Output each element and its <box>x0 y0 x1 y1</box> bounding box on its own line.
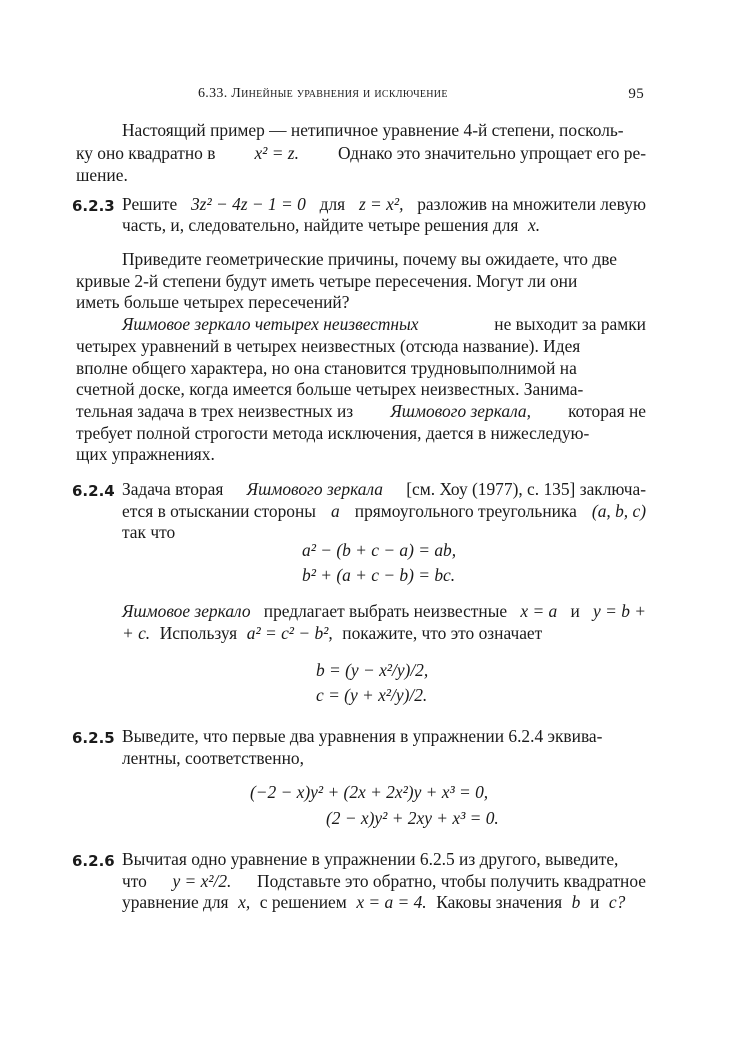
math: x = a = 4. <box>356 892 427 912</box>
text: [см. Хоу (1977), с. 135] заключа- <box>406 479 646 499</box>
math: y = b + <box>593 601 646 621</box>
text: Вычитая одно уравнение в упражнении 6.2.5 из другого, выведите, <box>122 849 619 869</box>
equation-6: (2 − x)y² + 2xy + x³ = 0. <box>326 808 499 828</box>
text: часть, и, следовательно, найдите четыре решения для <box>122 215 519 235</box>
ex-6-2-3-p3-line-3 <box>76 360 646 377</box>
exercise-number-6-2-6: 6.2.6 <box>72 852 115 870</box>
equation-5: (−2 − x)y² + (2x + 2x²)y + x³ = 0, <box>250 782 489 802</box>
math: z = x², <box>358 194 404 214</box>
math: a² = c² − b², <box>246 623 333 643</box>
text: ку оно квадратно в <box>76 143 216 163</box>
text: Настоящий пример — нетипичное уравнение 4-й степени, посколь- <box>122 120 624 140</box>
text: для <box>319 194 346 214</box>
ex-6-2-3-p2-line-2 <box>76 273 646 290</box>
text: счетной доске, когда имеется больше четырех неизвестных. Занима- <box>76 379 584 399</box>
text: так что <box>122 522 176 542</box>
ex-6-2-4-p2-line-1 <box>122 603 646 620</box>
math: (a, b, c) <box>591 501 646 521</box>
ex-6-2-3-p3-line-4 <box>76 381 646 398</box>
ex-6-2-4-line-1 <box>122 481 646 498</box>
text: иметь больше четырех пересечений? <box>76 292 350 312</box>
text: Решите <box>122 194 178 214</box>
text: с решением <box>259 892 347 912</box>
text: Однако это значительно упрощает его ре- <box>337 143 646 163</box>
ex-6-2-4-p2-line-2 <box>122 625 542 642</box>
intro-line-1 <box>122 122 646 139</box>
ex-6-2-6-line-2 <box>122 873 646 890</box>
italic-text: Яшмовое зеркало <box>122 601 251 621</box>
math: 3z² − 4z − 1 = 0 <box>190 194 306 214</box>
math: a <box>331 501 340 521</box>
text: Каковы значения <box>436 892 563 912</box>
math: x² = z. <box>254 143 299 163</box>
math: x. <box>527 215 541 235</box>
text: покажите, что это означает <box>342 623 543 643</box>
text: разложив на множители левую <box>417 194 646 214</box>
text: уравнение для <box>122 892 229 912</box>
exercise-number-6-2-3: 6.2.3 <box>72 197 115 215</box>
text: которая не <box>568 401 646 421</box>
ex-6-2-3-p3-line-7 <box>76 446 215 463</box>
text: шение. <box>76 165 128 185</box>
ex-6-2-5-line-2 <box>122 750 304 767</box>
equation-2: b² + (a + c − b) = bc. <box>302 565 456 585</box>
text: Используя <box>159 623 238 643</box>
math: x, <box>238 892 251 912</box>
math: c? <box>608 892 626 912</box>
text: Приведите геометрические причины, почему вы ожидаете, что две <box>122 249 618 269</box>
ex-6-2-3-p2-line-3 <box>76 294 349 311</box>
ex-6-2-3-p3-line-1 <box>122 316 646 333</box>
equation-4: c = (y + x²/y)/2. <box>316 685 428 705</box>
text: Подставьте это обратно, чтобы получить квадратное <box>257 871 646 891</box>
text: и <box>570 601 580 621</box>
ex-6-2-3-line-1 <box>122 196 646 213</box>
text: предлагает выбрать неизвестные <box>263 601 508 621</box>
ex-6-2-5-line-1 <box>122 728 646 745</box>
text: требует полной строгости метода исключения, дается в нижеследую- <box>76 423 590 443</box>
ex-6-2-3-p3-line-6 <box>76 425 646 442</box>
math: + c. <box>122 623 151 643</box>
ex-6-2-6-line-1 <box>122 851 646 868</box>
page-number: 95 <box>628 86 644 102</box>
intro-line-2 <box>76 145 646 162</box>
ex-6-2-4-line-2 <box>122 503 646 520</box>
math: b <box>571 892 581 912</box>
ex-6-2-3-line-2 <box>122 217 540 234</box>
equation-1: a² − (b + c − a) = ab, <box>302 540 457 560</box>
text: прямоугольного треугольника <box>354 501 577 521</box>
ex-6-2-6-line-3 <box>122 894 625 911</box>
italic-text: Яшмовое зеркало четырех неизвестных <box>122 314 419 334</box>
ex-6-2-3-p3-line-5 <box>76 403 646 420</box>
italic-text: Яшмового зеркала, <box>390 401 531 421</box>
text: Задача вторая <box>122 479 224 499</box>
text: щих упражнениях. <box>76 444 215 464</box>
text: кривые 2-й степени будут иметь четыре пересечения. Могут ли они <box>76 271 578 291</box>
intro-line-3 <box>76 167 128 184</box>
text: ется в отыскании стороны <box>122 501 316 521</box>
text: и <box>589 892 600 912</box>
text: Выведите, что первые два уравнения в упражнении 6.2.4 эквива- <box>122 726 603 746</box>
section-title: 6.33. Линейные уравнения и исключение <box>198 86 448 101</box>
text: лентны, соответственно, <box>122 748 304 768</box>
exercise-number-6-2-4: 6.2.4 <box>72 482 115 500</box>
ex-6-2-3-p2-line-1 <box>122 251 646 268</box>
italic-text: Яшмового зеркала <box>246 479 383 499</box>
ex-6-2-3-p3-line-2 <box>76 338 646 355</box>
text: четырех уравнений в четырех неизвестных (отсюда название). Идея <box>76 336 581 356</box>
text: вполне общего характера, но она становится трудновыполнимой на <box>76 358 577 378</box>
math: x = a <box>520 601 558 621</box>
text: не выходит за рамки <box>494 314 646 334</box>
text: что <box>122 871 147 891</box>
exercise-number-6-2-5: 6.2.5 <box>72 729 115 747</box>
math: y = x²/2. <box>172 871 232 891</box>
text: тельная задача в трех неизвестных из <box>76 401 354 421</box>
ex-6-2-4-line-3 <box>122 524 175 541</box>
equation-3: b = (y − x²/y)/2, <box>316 660 429 680</box>
